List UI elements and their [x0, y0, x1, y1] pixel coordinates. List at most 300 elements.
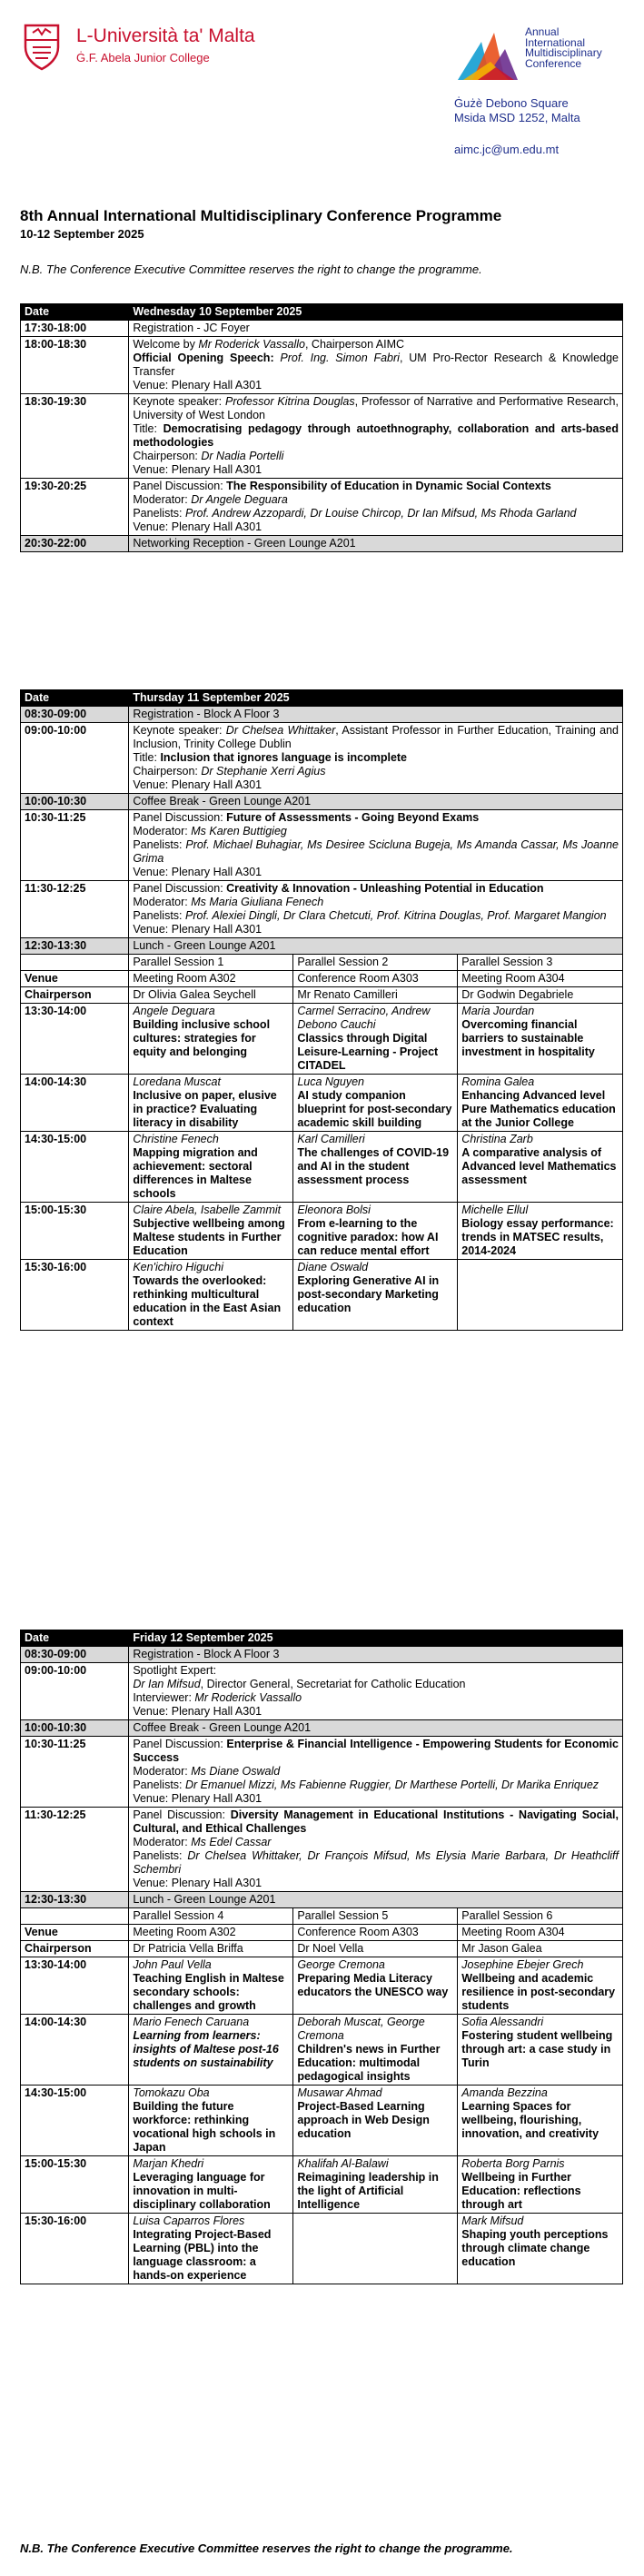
- presenter-name: Loredana Muscat: [133, 1075, 221, 1088]
- time-slot: 09:00-10:00: [21, 723, 129, 794]
- event-line: [133, 493, 619, 507]
- presentation-cell: [293, 1004, 458, 1075]
- time-slot: 14:30-15:00: [21, 1132, 129, 1203]
- event-line: [133, 1738, 619, 1765]
- presenter-name: Christina Zarb: [461, 1133, 533, 1145]
- event-text: Ms Karen Buttigieg: [191, 825, 287, 837]
- presenter-name: Karl Camilleri: [297, 1133, 365, 1145]
- event-text: Mr Roderick Vassallo: [194, 1691, 302, 1704]
- event-text: Panelists:: [133, 507, 185, 520]
- schedule-row: [21, 938, 623, 955]
- event-text: Creativity & Innovation - Unleashing Potential in Education: [226, 882, 544, 895]
- event-details: [129, 1737, 623, 1808]
- presentation-row: [21, 2015, 623, 2086]
- event-details: [129, 810, 623, 881]
- event-text: Registration - JC Foyer: [133, 322, 250, 334]
- event-text: Moderator:: [133, 1765, 192, 1778]
- chairperson-name: Dr Noel Vella: [293, 1941, 458, 1957]
- event-line: [133, 422, 619, 450]
- event-text: The Responsibility of Education in Dynamic Social Contexts: [226, 480, 551, 492]
- event-line: [133, 537, 619, 550]
- presentation-title: Inclusive on paper, elusive in practice? Evaluating literacy in disability: [133, 1089, 277, 1129]
- contact-email[interactable]: aimc.jc@um.edu.mt: [454, 143, 560, 156]
- presentation-cell: [293, 1132, 458, 1203]
- presenter-name: Roberta Borg Parnis: [461, 2157, 565, 2170]
- presentation-title: Shaping youth perceptions through climate change education: [461, 2228, 609, 2268]
- presentation-cell: [293, 2214, 458, 2284]
- event-line: [133, 724, 619, 751]
- presentation-cell: [458, 2015, 623, 2086]
- event-text: Official Opening Speech:: [133, 352, 274, 364]
- event-line: [133, 1705, 619, 1719]
- presentation-title: Towards the overlooked: rethinking multicultural education in the East Asian context: [133, 1274, 282, 1328]
- event-text: Panelists:: [133, 1849, 188, 1862]
- venue-name: Conference Room A303: [293, 1925, 458, 1941]
- event-details: [129, 1663, 623, 1720]
- presentation-cell: [293, 1957, 458, 2015]
- schedule-row: [21, 479, 623, 536]
- event-line: [133, 463, 619, 477]
- presentation-title: Teaching English in Maltese secondary schools: challenges and growth: [133, 1972, 284, 2012]
- presenter-name: Christine Fenech: [133, 1133, 219, 1145]
- event-details: [129, 1647, 623, 1663]
- event-text: Professor Kitrina Douglas: [225, 395, 355, 408]
- time-slot: 14:00-14:30: [21, 2015, 129, 2086]
- presentation-title: From e-learning to the cognitive paradox: how AI can reduce mental effort: [297, 1217, 439, 1257]
- event-line: [133, 1808, 619, 1836]
- event-details: [129, 394, 623, 479]
- schedule-row: [21, 1737, 623, 1808]
- event-line: [133, 795, 619, 808]
- presenter-name: Carmel Serracino, Andrew Debono Cauchi: [297, 1005, 431, 1031]
- schedule-row: [21, 1663, 623, 1720]
- conference-logo-text: [525, 27, 616, 69]
- presentation-row: [21, 2086, 623, 2156]
- event-text: Spotlight Expert:: [133, 1664, 217, 1677]
- event-text: Moderator:: [133, 493, 192, 506]
- venue-name: Meeting Room A304: [458, 1925, 623, 1941]
- presenter-name: Marjan Khedri: [133, 2157, 204, 2170]
- page-header: [0, 0, 644, 182]
- event-details: [129, 479, 623, 536]
- schedule-row: [21, 1892, 623, 1908]
- presentation-cell: [458, 1957, 623, 2015]
- presentation-title: Project-Based Learning approach in Web Design education: [297, 2100, 430, 2140]
- presentation-title: Wellbeing in Further Education: reflections through art: [461, 2171, 581, 2211]
- address-line-1: Ġużè Debono Square: [454, 96, 569, 110]
- event-details: [129, 794, 623, 810]
- event-line: [133, 909, 619, 923]
- event-text: Panel Discussion:: [133, 480, 227, 492]
- time-slot: 11:30-12:25: [21, 1808, 129, 1892]
- schedule-row: [21, 881, 623, 938]
- presentation-cell: [293, 1203, 458, 1260]
- presentation-cell: [458, 2086, 623, 2156]
- presenter-name: Claire Abela, Isabelle Zammit: [133, 1204, 282, 1216]
- time-slot: 08:30-09:00: [21, 1647, 129, 1663]
- event-line: [133, 338, 619, 352]
- event-text: Venue: Plenary Hall A301: [133, 866, 263, 878]
- day-title: Thursday 11 September 2025: [129, 690, 623, 707]
- presenter-name: Josephine Ebejer Grech: [461, 1958, 584, 1971]
- presenter-name: Amanda Bezzina: [461, 2086, 548, 2099]
- day-title: Friday 12 September 2025: [129, 1630, 623, 1647]
- schedule-row: [21, 536, 623, 552]
- chairperson-name: Dr Godwin Degabriele: [458, 987, 623, 1004]
- event-text: Panel Discussion:: [133, 811, 227, 824]
- event-text: Venue: Plenary Hall A301: [133, 778, 263, 791]
- presentation-cell: [293, 1075, 458, 1132]
- schedule-row: [21, 337, 623, 394]
- parallel-sessions-row: [21, 1908, 623, 1925]
- chairperson-name: Dr Patricia Vella Briffa: [129, 1941, 293, 1957]
- event-text: Dr Stephanie Xerri Agius: [201, 765, 326, 778]
- event-line: [133, 1877, 619, 1890]
- time-slot: 09:00-10:00: [21, 1663, 129, 1720]
- presentation-row: [21, 2214, 623, 2284]
- venue-label: Venue: [21, 1925, 129, 1941]
- presentation-title: Building the future workforce: rethinking vocational high schools in Japan: [133, 2100, 276, 2154]
- venue-name: Meeting Room A302: [129, 1925, 293, 1941]
- event-line: [133, 825, 619, 838]
- chairperson-name: Mr Renato Camilleri: [293, 987, 458, 1004]
- event-line: [133, 1836, 619, 1849]
- event-text: Registration - Block A Floor 3: [133, 708, 280, 720]
- schedule-row: [21, 394, 623, 479]
- event-line: [133, 1893, 619, 1907]
- event-text: Ms Edel Cassar: [191, 1836, 272, 1848]
- event-text: Chairperson:: [133, 765, 202, 778]
- event-text: Prof. Alexiei Dingli, Dr Clara Chetcuti, Prof. Kitrina Douglas, Prof. Margaret Mangion: [185, 909, 607, 922]
- venue-label: Venue: [21, 971, 129, 987]
- conference-logo-line: Annual: [525, 25, 560, 38]
- presenter-name: George Cremona: [297, 1958, 385, 1971]
- conference-logo-icon: [454, 25, 521, 85]
- event-text: Title:: [133, 751, 161, 764]
- presentation-title: Preparing Media Literacy educators the UNESCO way: [297, 1972, 449, 1998]
- conference-logo-line: Multidisciplinary: [525, 46, 602, 59]
- schedule-row: [21, 1647, 623, 1663]
- event-line: [133, 765, 619, 778]
- time-slot: 18:00-18:30: [21, 337, 129, 394]
- event-details: [129, 881, 623, 938]
- event-line: [133, 379, 619, 392]
- event-details: [129, 536, 623, 552]
- empty-cell: [21, 955, 129, 971]
- presenter-name: Mario Fenech Caruana: [133, 2016, 250, 2028]
- presentation-cell: [458, 1132, 623, 1203]
- presenter-name: Khalifah Al-Balawi: [297, 2157, 389, 2170]
- day-title: Wednesday 10 September 2025: [129, 304, 623, 321]
- day3-schedule-table: [20, 1630, 623, 2284]
- event-text: Keynote speaker:: [133, 724, 226, 737]
- event-details: [129, 723, 623, 794]
- event-text: Ms Maria Giuliana Fenech: [191, 896, 324, 908]
- parallel-session-label: Parallel Session 3: [458, 955, 623, 971]
- chairperson-label: Chairperson: [21, 987, 129, 1004]
- presentation-title: Wellbeing and academic resilience in post-secondary students: [461, 1972, 616, 2012]
- presenter-name: Angele Deguara: [133, 1005, 215, 1017]
- event-line: [133, 480, 619, 493]
- event-text: Panel Discussion:: [133, 1738, 227, 1750]
- presentation-title: Mapping migration and achievement: sectoral differences in Maltese schools: [133, 1146, 258, 1200]
- schedule-row: [21, 321, 623, 337]
- presentation-cell: [293, 2086, 458, 2156]
- presenter-name: Mark Mifsud: [461, 2214, 524, 2227]
- event-text: Venue: Plenary Hall A301: [133, 1705, 263, 1718]
- presentation-row: [21, 1260, 623, 1331]
- presentation-cell: [458, 2214, 623, 2284]
- presenter-name: Tomokazu Oba: [133, 2086, 210, 2099]
- conference-logo-line: Conference: [525, 56, 582, 70]
- event-line: [133, 322, 619, 335]
- presentation-cell: [129, 2015, 293, 2086]
- presentation-title: Subjective wellbeing among Maltese students in Further Education: [133, 1217, 285, 1257]
- presentation-title: Enhancing Advanced level Pure Mathematics education at the Junior College: [461, 1089, 616, 1129]
- time-slot: 11:30-12:25: [21, 881, 129, 938]
- event-text: Moderator:: [133, 1836, 192, 1848]
- presenter-name: Sofia Alessandri: [461, 2016, 544, 2028]
- event-line: [133, 882, 619, 896]
- event-line: [133, 838, 619, 866]
- event-line: [133, 395, 619, 422]
- page-title: 8th Annual International Multidisciplinary Conference Programme: [20, 207, 502, 224]
- presentation-cell: [129, 1260, 293, 1331]
- conference-dates: 10-12 September 2025: [20, 227, 144, 241]
- event-text: Keynote speaker:: [133, 395, 225, 408]
- day2-schedule-table: [20, 689, 623, 1331]
- venue-name: Meeting Room A304: [458, 971, 623, 987]
- event-details: [129, 707, 623, 723]
- time-slot: 14:30-15:00: [21, 2086, 129, 2156]
- event-text: Coffee Break - Green Lounge A201: [133, 1721, 312, 1734]
- event-text: Enterprise & Financial Intelligence - Empowering Students for Economic Success: [133, 1738, 619, 1764]
- chairperson-row: [21, 1941, 623, 1957]
- programme-note: N.B. The Conference Executive Committee reserves the right to change the programme.: [20, 263, 482, 276]
- event-line: [133, 896, 619, 909]
- time-slot: 10:00-10:30: [21, 1720, 129, 1737]
- event-text: Moderator:: [133, 896, 192, 908]
- event-text: Dr Chelsea Whittaker: [225, 724, 336, 737]
- day-header-row: [21, 1630, 623, 1647]
- presentation-title: Integrating Project-Based Learning (PBL) into the language classroom: a hands-on experience: [133, 2228, 272, 2282]
- venue-name: Conference Room A303: [293, 971, 458, 987]
- presentation-cell: [458, 1075, 623, 1132]
- presentation-title: Learning Spaces for wellbeing, flourishing, innovation, and creativity: [461, 2100, 599, 2140]
- presentation-row: [21, 1957, 623, 2015]
- event-text: Prof. Michael Buhagiar, Ms Desiree Scicluna Bugeja, Ms Amanda Cassar, Ms Joanne Grima: [133, 838, 619, 865]
- programme-note-footer: N.B. The Conference Executive Committee reserves the right to change the programme.: [20, 2541, 513, 2555]
- time-slot: 15:30-16:00: [21, 2214, 129, 2284]
- event-line: [133, 778, 619, 792]
- event-text: Diversity Management in Educational Institutions - Navigating Social, Cultural, and Ethical Challenges: [133, 1808, 619, 1835]
- time-slot: 15:00-15:30: [21, 2156, 129, 2214]
- event-text: Venue: Plenary Hall A301: [133, 520, 263, 533]
- event-line: [133, 520, 619, 534]
- event-details: [129, 1892, 623, 1908]
- presenter-name: Eleonora Bolsi: [297, 1204, 371, 1216]
- event-details: [129, 1720, 623, 1737]
- presentation-cell: [129, 1203, 293, 1260]
- presentation-cell: [129, 2214, 293, 2284]
- parallel-session-label: Parallel Session 2: [293, 955, 458, 971]
- presentation-row: [21, 1075, 623, 1132]
- event-details: [129, 938, 623, 955]
- event-line: [133, 923, 619, 936]
- presenter-name: Romina Galea: [461, 1075, 535, 1088]
- event-line: [133, 1765, 619, 1778]
- event-text: Venue: Plenary Hall A301: [133, 1792, 263, 1805]
- presentation-cell: [458, 1004, 623, 1075]
- presentation-title: Learning from learners: insights of Maltese post-16 students on sustainability: [133, 2029, 279, 2069]
- date-label: Date: [21, 304, 129, 321]
- schedule-row: [21, 723, 623, 794]
- event-text: , Professor of Narrative and Performative Research, University of West London: [133, 395, 619, 421]
- schedule-row: [21, 810, 623, 881]
- event-line: [133, 939, 619, 953]
- event-line: [133, 450, 619, 463]
- event-text: Venue: Plenary Hall A301: [133, 463, 263, 476]
- event-text: Registration - Block A Floor 3: [133, 1648, 280, 1660]
- event-text: Title:: [133, 422, 163, 435]
- event-text: Dr Chelsea Whittaker, Dr François Mifsud, Ms Elysia Marie Barbara, Dr Heathcliff Schembri: [133, 1849, 619, 1876]
- event-text: Networking Reception - Green Lounge A201: [133, 537, 356, 550]
- event-details: [129, 337, 623, 394]
- presenter-name: Diane Oswald: [297, 1261, 369, 1273]
- schedule-row: [21, 794, 623, 810]
- time-slot: 13:30-14:00: [21, 1004, 129, 1075]
- event-details: [129, 321, 623, 337]
- presentation-cell: [129, 1132, 293, 1203]
- chairperson-label: Chairperson: [21, 1941, 129, 1957]
- presentation-cell: [293, 2156, 458, 2214]
- event-text: Moderator:: [133, 825, 192, 837]
- event-line: [133, 751, 619, 765]
- presentation-title: The challenges of COVID-19 and AI in the student assessment process: [297, 1146, 450, 1186]
- event-text: Lunch - Green Lounge A201: [133, 1893, 276, 1906]
- event-line: [133, 352, 619, 379]
- presentation-cell: [129, 2086, 293, 2156]
- university-name: L-Università ta' Malta: [76, 25, 255, 46]
- event-text: , Chairperson AIMC: [304, 338, 405, 351]
- schedule-row: [21, 1808, 623, 1892]
- event-text: Prof. Ing. Simon Fabri: [280, 352, 400, 364]
- event-text: Panel Discussion:: [133, 1808, 231, 1821]
- day-header-row: [21, 690, 623, 707]
- event-line: [133, 811, 619, 825]
- college-name: Ġ.F. Abela Junior College: [76, 51, 210, 64]
- time-slot: 10:30-11:25: [21, 1737, 129, 1808]
- event-line: [133, 708, 619, 721]
- parallel-session-label: Parallel Session 6: [458, 1908, 623, 1925]
- event-text: Future of Assessments - Going Beyond Exams: [226, 811, 480, 824]
- time-slot: 13:30-14:00: [21, 1957, 129, 2015]
- event-text: Ms Diane Oswald: [191, 1765, 281, 1778]
- presenter-name: Musawar Ahmad: [297, 2086, 382, 2099]
- venue-row: [21, 1925, 623, 1941]
- time-slot: 12:30-13:30: [21, 1892, 129, 1908]
- presenter-name: Luca Nguyen: [297, 1075, 364, 1088]
- time-slot: 08:30-09:00: [21, 707, 129, 723]
- event-text: Dr Nadia Portelli: [201, 450, 284, 462]
- day1-schedule-table: [20, 303, 623, 552]
- event-line: [133, 1849, 619, 1877]
- time-slot: 12:30-13:30: [21, 938, 129, 955]
- event-text: , Assistant Professor in Further Education, Training and Inclusion, Trinity College Dublin: [133, 724, 619, 750]
- chairperson-name: Dr Olivia Galea Seychell: [129, 987, 293, 1004]
- presentation-cell: [293, 2015, 458, 2086]
- date-label: Date: [21, 1630, 129, 1647]
- presentation-title: Children's news in Further Education: multimodal pedagogical insights: [297, 2043, 441, 2083]
- event-line: [133, 507, 619, 520]
- event-details: [129, 1808, 623, 1892]
- presenter-name: John Paul Vella: [133, 1958, 212, 1971]
- schedule-row: [21, 707, 623, 723]
- event-text: Welcome by: [133, 338, 199, 351]
- event-line: [133, 1678, 619, 1691]
- event-text: Chairperson:: [133, 450, 202, 462]
- time-slot: 17:30-18:00: [21, 321, 129, 337]
- parallel-session-label: Parallel Session 4: [129, 1908, 293, 1925]
- event-text: Democratising pedagogy through autoethnography, collaboration and arts-based methodologies: [133, 422, 619, 449]
- parallel-sessions-row: [21, 955, 623, 971]
- schedule-row: [21, 1720, 623, 1737]
- presentation-row: [21, 1132, 623, 1203]
- event-text: Venue: Plenary Hall A301: [133, 1877, 263, 1889]
- event-text: Mr Roderick Vassallo: [198, 338, 305, 351]
- time-slot: 14:00-14:30: [21, 1075, 129, 1132]
- presentation-row: [21, 1203, 623, 1260]
- presentation-title: Leveraging language for innovation in multi-disciplinary collaboration: [133, 2171, 271, 2211]
- parallel-session-label: Parallel Session 5: [293, 1908, 458, 1925]
- event-line: [133, 1691, 619, 1705]
- time-slot: 19:30-20:25: [21, 479, 129, 536]
- chairperson-name: Mr Jason Galea: [458, 1941, 623, 1957]
- event-line: [133, 1778, 619, 1792]
- time-slot: 18:30-19:30: [21, 394, 129, 479]
- address-line-2: Msida MSD 1252, Malta: [454, 111, 580, 124]
- presentation-title: Reimagining leadership in the light of Artificial Intelligence: [297, 2171, 439, 2211]
- time-slot: 20:30-22:00: [21, 536, 129, 552]
- parallel-session-label: Parallel Session 1: [129, 955, 293, 971]
- event-text: Panelists:: [133, 838, 186, 851]
- event-line: [133, 1648, 619, 1661]
- presenter-name: Michelle Ellul: [461, 1204, 529, 1216]
- event-text: , UM Pro-Rector Research & Knowledge Transfer: [133, 352, 619, 378]
- event-text: Coffee Break - Green Lounge A201: [133, 795, 312, 807]
- event-text: Venue: Plenary Hall A301: [133, 379, 263, 391]
- event-text: Panelists:: [133, 1778, 185, 1791]
- time-slot: 15:00-15:30: [21, 1203, 129, 1260]
- presentation-cell: [129, 1957, 293, 2015]
- event-text: Prof. Andrew Azzopardi, Dr Louise Chircop, Dr Ian Mifsud, Ms Rhoda Garland: [185, 507, 577, 520]
- presentation-cell: [458, 1260, 623, 1331]
- event-text: Lunch - Green Lounge A201: [133, 939, 276, 952]
- time-slot: 10:30-11:25: [21, 810, 129, 881]
- venue-row: [21, 971, 623, 987]
- event-text: Panelists:: [133, 909, 185, 922]
- event-line: [133, 866, 619, 879]
- presenter-name: Luisa Caparros Flores: [133, 2214, 245, 2227]
- presenter-name: Maria Jourdan: [461, 1005, 535, 1017]
- chairperson-row: [21, 987, 623, 1004]
- university-crest-icon: [20, 22, 64, 71]
- presentation-cell: [129, 2156, 293, 2214]
- empty-cell: [21, 1908, 129, 1925]
- day-header-row: [21, 304, 623, 321]
- presenter-name: Deborah Muscat, George Cremona: [297, 2016, 425, 2042]
- event-line: [133, 1721, 619, 1735]
